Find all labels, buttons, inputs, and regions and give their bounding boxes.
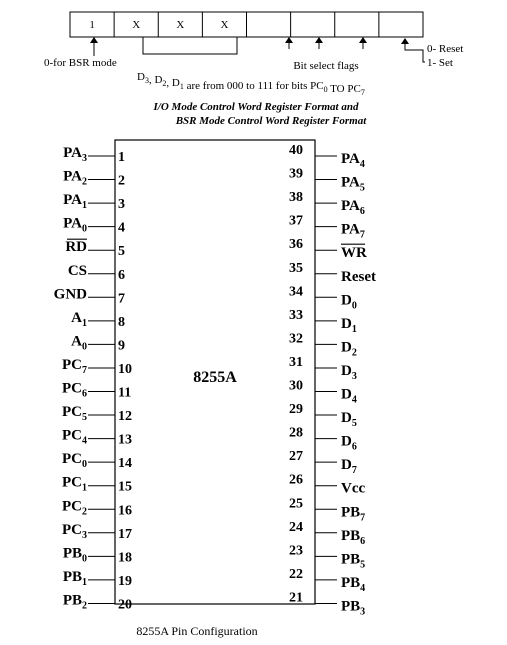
- pin-11-label: $PC_6$: [62, 380, 87, 400]
- pin-34-number: 34: [289, 284, 303, 300]
- pin-24-label: $PB_6$: [341, 527, 366, 547]
- pin-28-number: 28: [289, 425, 303, 441]
- pin-7-number: 7: [118, 291, 125, 307]
- pin-27-label: $D_7$: [341, 457, 357, 477]
- pin-38-number: 38: [289, 190, 303, 206]
- pin-2: [63, 169, 125, 189]
- pin-10-label: $PC_7$: [62, 356, 87, 376]
- right-pins: [289, 143, 376, 617]
- format-caption-line2: BSR Mode Control Word Register Format: [175, 115, 367, 127]
- dont-care-bracket: [143, 37, 237, 54]
- pin-11-number: 11: [118, 385, 132, 401]
- pin-12-number: 12: [118, 409, 132, 425]
- pin-31-number: 31: [289, 354, 303, 370]
- pin-26-label: Vcc: [341, 480, 366, 497]
- pin-12: [62, 404, 132, 424]
- pin-36-label: WR: [341, 245, 367, 262]
- pin-14-label: $PC_0$: [62, 451, 87, 471]
- pin-35: [289, 261, 376, 285]
- pin-30-number: 30: [289, 378, 303, 394]
- pin-6-label: CS: [67, 262, 87, 279]
- pin-19-number: 19: [118, 573, 132, 589]
- pin-32-label: $D_2$: [341, 339, 357, 359]
- pin-27-number: 27: [289, 449, 303, 465]
- pin-14: [62, 451, 132, 471]
- bit-select-arrowhead-3: [359, 37, 367, 43]
- pin-19-label: $PB_1$: [62, 568, 87, 588]
- reset-label: 0- Reset: [427, 43, 464, 55]
- pin-2-label: $PA_2$: [63, 168, 87, 188]
- pin-39-number: 39: [289, 166, 303, 182]
- bit-d5-value: X: [176, 19, 185, 31]
- pin-30-label: $D_4$: [341, 386, 357, 406]
- pin-17-number: 17: [118, 526, 132, 542]
- bit-d6-value: X: [132, 19, 141, 31]
- pin-28-label: $D_6$: [341, 433, 357, 453]
- pin-18: [63, 545, 132, 565]
- pin-37-number: 37: [289, 213, 303, 229]
- pin-23-number: 23: [289, 543, 303, 559]
- pin-23-label: $PB_5$: [341, 551, 366, 571]
- pin-3-number: 3: [118, 197, 125, 213]
- bsr-control-word: [44, 12, 463, 97]
- format-caption-line1: I/O Mode Control Word Register Format and: [153, 101, 359, 113]
- pin-10-number: 10: [118, 361, 132, 377]
- pin-5: [65, 239, 125, 259]
- pin-1-label: $PA_3$: [63, 145, 87, 164]
- bsr-mode-arrowhead: [90, 37, 98, 43]
- pin-32-number: 32: [289, 331, 303, 347]
- pin-18-label: $PB_0$: [62, 545, 87, 565]
- pin-29-number: 29: [289, 402, 303, 418]
- pin-20-label: $PB_2$: [62, 592, 87, 612]
- bit-d7-value: 1: [89, 19, 95, 31]
- pin-19: [63, 569, 132, 589]
- pin-16: [62, 498, 132, 518]
- pin-7-label: GND: [53, 286, 87, 303]
- pin-40-label: $PA_4$: [341, 151, 365, 170]
- pin-10: [62, 357, 132, 377]
- pin-7: [54, 286, 125, 306]
- pin-13: [62, 428, 132, 448]
- pin-22-label: $PB_4$: [341, 574, 366, 594]
- pin-5-label: RD: [65, 239, 87, 256]
- pin-26-number: 26: [289, 472, 303, 488]
- pin-8: [71, 310, 125, 330]
- bsr-mode-label: 0-for BSR mode: [44, 57, 117, 69]
- figure-caption: 8255A Pin Configuration: [136, 624, 258, 638]
- pin-4-number: 4: [118, 220, 125, 236]
- pin-17-label: $PC_3$: [62, 521, 87, 541]
- pin-1-number: 1: [118, 150, 125, 165]
- pin-12-label: $PC_5$: [62, 404, 87, 424]
- pin-8-label: $A_1$: [71, 309, 87, 329]
- pin-16-label: $PC_2$: [62, 498, 87, 518]
- chip-name: 8255A: [193, 369, 237, 386]
- bit-values: [89, 19, 228, 31]
- set-reset-connector: [405, 44, 425, 62]
- pin-9-number: 9: [118, 338, 125, 354]
- pin-35-label: Reset: [341, 268, 376, 285]
- pin-34-label: $D_0$: [341, 292, 357, 312]
- bit-select-arrowhead-2: [315, 37, 323, 43]
- pin-20: [63, 592, 132, 612]
- d3d2d1-note: $D_3$, $D_2$, $D_1$ are from 000 to 111 for bits $PC_0$ TO $PC_7$: [137, 71, 365, 97]
- pin-21: [289, 590, 365, 617]
- pin-8-number: 8: [118, 314, 125, 330]
- pin-35-number: 35: [289, 260, 303, 276]
- pin-2-number: 2: [118, 173, 125, 189]
- pin-36-number: 36: [289, 237, 303, 253]
- set-label: 1- Set: [427, 57, 453, 69]
- pin-6: [68, 263, 125, 283]
- bit-d4-value: X: [220, 19, 229, 31]
- bit-dividers: [114, 12, 379, 37]
- pin-21-label: $PB_3$: [341, 598, 366, 618]
- pin-15-number: 15: [118, 479, 132, 495]
- bit-select-label: Bit select flags: [293, 60, 359, 72]
- pin-9: [71, 333, 125, 353]
- pin-15: [62, 475, 132, 495]
- set-reset-arrowhead: [401, 38, 409, 44]
- pin-3: [63, 192, 125, 212]
- pin-38-label: $PA_6$: [341, 198, 365, 218]
- pin-13-number: 13: [118, 432, 132, 448]
- pin-22-number: 22: [289, 566, 303, 582]
- pin-21-number: 21: [289, 590, 303, 606]
- bit-select-arrowhead-1: [285, 37, 293, 43]
- pin-6-number: 6: [118, 267, 125, 283]
- pin-24-number: 24: [289, 519, 303, 535]
- pin-20-number: 20: [118, 597, 132, 613]
- pin-26: [289, 473, 365, 497]
- pin-25-label: $PB_7$: [341, 504, 366, 524]
- pin-33-label: $D_1$: [341, 315, 357, 335]
- pin-17: [62, 522, 132, 542]
- pin-16-number: 16: [118, 503, 132, 519]
- pin-14-number: 14: [118, 456, 132, 472]
- pin-36: [289, 237, 367, 261]
- pin-18-number: 18: [118, 550, 132, 566]
- pin-13-label: $PC_4$: [62, 427, 87, 447]
- pin-3-label: $PA_1$: [63, 192, 87, 212]
- pin-31-label: $D_3$: [341, 362, 357, 382]
- pin-29-label: $D_5$: [341, 410, 357, 430]
- pin-1: [63, 145, 125, 165]
- pin-25-number: 25: [289, 496, 303, 512]
- pin-39-label: $PA_5$: [341, 174, 365, 194]
- pin-4: [63, 216, 125, 236]
- pin-33-number: 33: [289, 307, 303, 323]
- pin-40-number: 40: [289, 143, 303, 158]
- pin-9-label: $A_0$: [71, 333, 87, 353]
- pin-4-label: $PA_0$: [63, 215, 87, 235]
- pin-11: [62, 381, 131, 401]
- left-pins: [54, 145, 132, 612]
- pin-15-label: $PC_1$: [62, 474, 87, 494]
- pin-5-number: 5: [118, 244, 125, 260]
- pin-37-label: $PA_7$: [341, 221, 365, 241]
